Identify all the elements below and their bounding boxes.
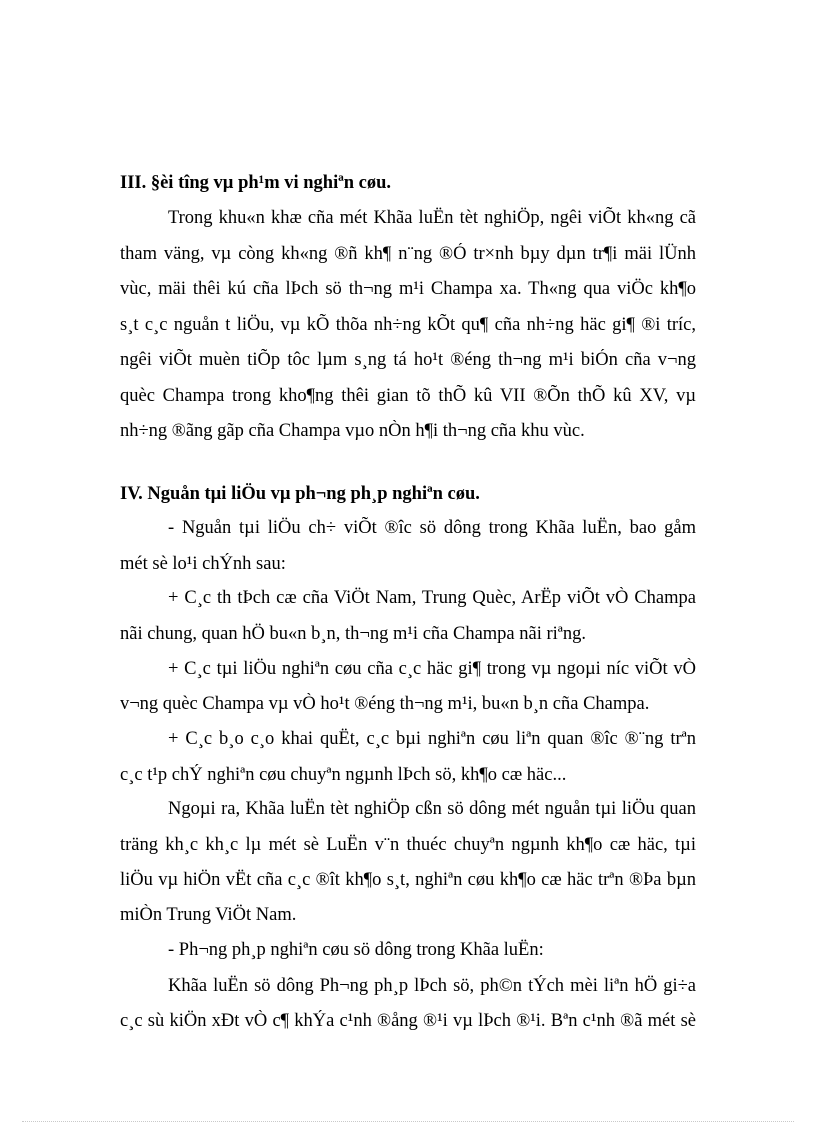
list-item-line: nãi chung, quan hÖ bu«n b¸n, th¬ng m¹i cña Champa nãi riªng.: [120, 624, 587, 644]
paragraph-line: Trong khu«n khæ cña mét Khãa luËn tèt nghiÖp, ngêi viÕt kh«ng cã: [168, 208, 696, 228]
section-4-heading: IV. Nguån tµi liÖu vµ ph¬ng ph¸p nghiªn cøu.: [120, 484, 480, 504]
paragraph-line: - Nguån tµi liÖu ch÷ viÕt ®îc sö dông trong Khãa luËn, bao gåm: [168, 518, 696, 538]
paragraph-line: mét sè lo¹i chÝnh sau:: [120, 554, 286, 574]
section-3-heading: III. §èi tîng vµ ph¹m vi nghiªn cøu.: [120, 173, 392, 193]
paragraph-line: miÒn Trung ViÖt Nam.: [120, 905, 297, 925]
paragraph-line: ngêi viÕt muèn tiÕp tôc lµm s¸ng tá ho¹t ®éng th¬ng m¹i biÓn cña v¬ng: [120, 350, 696, 370]
paragraph-line: vùc, mäi thêi kú cña lÞch sö th¬ng m¹i Champa xa. Th«ng qua viÖc kh¶o: [120, 279, 696, 299]
list-item-line: v¬ng quèc Champa vµ vÒ ho¹t ®éng th¬ng m¹i, bu«n b¸n cña Champa.: [120, 694, 650, 714]
paragraph-line: träng kh¸c kh¸c lµ mét sè LuËn v¨n thuéc chuyªn ngµnh kh¶o cæ häc, tµi: [120, 835, 696, 855]
paragraph-line: nh÷ng ®ãng gãp cña Champa vµo nÒn h¶i th¬ng cña khu vùc.: [120, 421, 585, 441]
paragraph-line: s¸t c¸c nguån t liÖu, vµ kÕ thõa nh÷ng kÕt qu¶ cña nh÷ng häc gi¶ ®i tríc,: [120, 315, 696, 335]
list-item-line: + C¸c tµi liÖu nghiªn cøu cña c¸c häc gi¶ trong vµ ngoµi níc viÕt vÒ: [168, 659, 696, 679]
paragraph-line: tham väng, vµ còng kh«ng ®ñ kh¶ n¨ng ®Ó tr×nh bµy dµn tr¶i mäi lÜnh: [120, 244, 696, 264]
list-item-line: c¸c t¹p chÝ nghiªn cøu chuyªn ngµnh lÞch sö, kh¶o cæ häc...: [120, 765, 567, 785]
paragraph-line: Ngoµi ra, Khãa luËn tèt nghiÖp cßn sö dông mét nguån tµi liÖu quan: [168, 799, 696, 819]
list-item-line: + C¸c th tÞch cæ cña ViÖt Nam, Trung Quèc, ArËp viÕt vÒ Champa: [168, 588, 696, 608]
paragraph-line: Khãa luËn sö dông Ph¬ng ph¸p lÞch sö, ph©n tÝch mèi liªn hÖ gi÷a: [168, 976, 696, 996]
page-bottom-divider: [22, 1121, 794, 1122]
paragraph-line: liÖu vµ hiÖn vËt cña c¸c ®ît kh¶o s¸t, nghiªn cøu kh¶o cæ häc trªn ®Þa bµn: [120, 870, 696, 890]
list-item-line: + C¸c b¸o c¸o khai quËt, c¸c bµi nghiªn cøu liªn quan ®îc ®¨ng trªn: [168, 729, 696, 749]
paragraph-line: - Ph¬ng ph¸p nghiªn cøu sö dông trong Khãa luËn:: [168, 940, 544, 960]
paragraph-line: c¸c sù kiÖn xÐt vÒ c¶ khÝa c¹nh ®ång ®¹i vµ lÞch ®¹i. Bªn c¹nh ®ã mét sè: [120, 1011, 696, 1031]
paragraph-line: quèc Champa trong kho¶ng thêi gian tõ thÕ kû VII ®Õn thÕ kû XV, vµ: [120, 386, 696, 406]
